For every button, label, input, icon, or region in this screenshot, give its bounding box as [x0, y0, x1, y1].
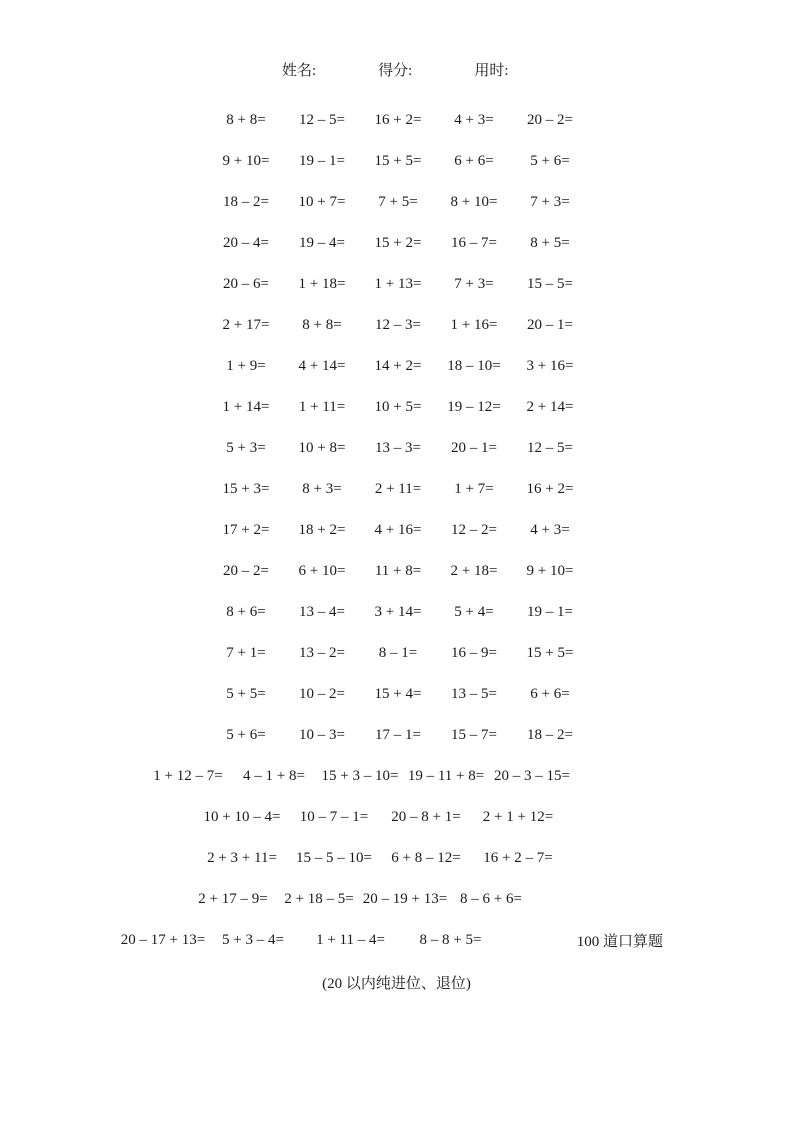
- problem-row: [208, 223, 793, 264]
- problem: 15 – 5=: [527, 276, 573, 292]
- problem: 10 + 7=: [298, 194, 346, 210]
- problem-row: [208, 715, 793, 756]
- problem: 7 + 1=: [226, 645, 266, 661]
- name-label: 姓名:: [282, 63, 317, 79]
- problem: 1 + 12 – 7=: [153, 768, 223, 784]
- problem: 8 + 3=: [302, 481, 342, 497]
- problem: 8 + 10=: [450, 194, 498, 210]
- problem: 8 + 8=: [302, 317, 342, 333]
- problem: 10 – 3=: [299, 727, 345, 743]
- problem: 19 – 12=: [447, 399, 501, 415]
- problem: 10 + 5=: [374, 399, 422, 415]
- problem: 2 + 11=: [374, 481, 422, 497]
- problem: 15 + 4=: [374, 686, 422, 702]
- time-label: 用时:: [474, 63, 509, 79]
- problem-row: [208, 592, 793, 633]
- problem: 17 + 2=: [222, 522, 270, 538]
- problem-row: [208, 264, 793, 305]
- problem: 12 – 3=: [375, 317, 421, 333]
- problem: 20 – 8 + 1=: [391, 809, 461, 825]
- problem: 19 – 11 + 8=: [407, 768, 485, 784]
- problem: 9 + 10=: [526, 563, 574, 579]
- problem: 18 + 2=: [298, 522, 346, 538]
- problem: 19 – 1=: [527, 604, 573, 620]
- problem: 6 + 10=: [298, 563, 346, 579]
- problem: 20 – 2=: [527, 112, 573, 128]
- problem: 6 + 6=: [454, 153, 494, 169]
- problem-row: [118, 920, 663, 961]
- problem: 7 + 3=: [530, 194, 570, 210]
- problem: 1 + 9=: [226, 358, 266, 374]
- problem: 3 + 16=: [526, 358, 574, 374]
- problem: 19 – 1=: [299, 153, 345, 169]
- problem: 8 – 6 + 6=: [460, 891, 522, 907]
- problem-row: [208, 346, 793, 387]
- problem: 2 + 1 + 12=: [482, 809, 554, 825]
- problem: 2 + 14=: [526, 399, 574, 415]
- problem: 4 – 1 + 8=: [243, 768, 305, 784]
- problem: 1 + 11 – 4=: [316, 932, 385, 948]
- total-count-label: 100 道口算题: [576, 934, 663, 950]
- problem: 4 + 3=: [530, 522, 570, 538]
- problem: 5 + 5=: [226, 686, 266, 702]
- problem: 6 + 8 – 12=: [391, 850, 461, 866]
- problem: 4 + 16=: [374, 522, 422, 538]
- problem: 18 – 2=: [223, 194, 269, 210]
- problem: 2 + 17 – 9=: [198, 891, 268, 907]
- problem: 2 + 17=: [222, 317, 270, 333]
- problem: 15 + 5=: [526, 645, 574, 661]
- problem-row: [196, 797, 793, 838]
- problem: 11 + 8=: [374, 563, 422, 579]
- problem: 10 + 8=: [298, 440, 346, 456]
- problem: 4 + 14=: [298, 358, 346, 374]
- problem: 16 + 2=: [526, 481, 574, 497]
- problem: 5 + 4=: [454, 604, 494, 620]
- problem-row: [145, 756, 793, 797]
- problem: 20 – 2=: [223, 563, 269, 579]
- problem-row: [208, 551, 793, 592]
- problem: 16 + 2=: [374, 112, 422, 128]
- problem-row: [208, 305, 793, 346]
- problem-row: [208, 100, 793, 141]
- problem: 13 – 3=: [375, 440, 421, 456]
- problem: 3 + 14=: [374, 604, 422, 620]
- problem-row: [208, 633, 793, 674]
- problem: 13 – 5=: [451, 686, 497, 702]
- problem: 17 – 1=: [375, 727, 421, 743]
- problem-rows: [0, 100, 793, 961]
- problem: 13 – 2=: [299, 645, 345, 661]
- problem: 1 + 13=: [374, 276, 422, 292]
- problem-row: [208, 674, 793, 715]
- problem: 18 – 10=: [447, 358, 501, 374]
- problem-row: [208, 387, 793, 428]
- problem: 1 + 16=: [450, 317, 498, 333]
- problem-row: [208, 510, 793, 551]
- problem: 20 – 3 – 15=: [494, 768, 570, 784]
- problem-row: [208, 469, 793, 510]
- problem: 8 – 8 + 5=: [419, 932, 482, 948]
- problem: 15 – 7=: [451, 727, 497, 743]
- problem-row: [208, 428, 793, 469]
- problem: 1 + 11=: [298, 399, 346, 415]
- problem: 15 + 5=: [374, 153, 422, 169]
- problem: 10 – 2=: [299, 686, 345, 702]
- problem: 6 + 6=: [530, 686, 570, 702]
- problem: 14 + 2=: [374, 358, 422, 374]
- problem: 1 + 7=: [454, 481, 494, 497]
- problem: 18 – 2=: [527, 727, 573, 743]
- problem: 8 + 8=: [226, 112, 266, 128]
- problem: 8 + 5=: [530, 235, 570, 251]
- score-label: 得分:: [378, 63, 413, 79]
- problem: 12 – 5=: [527, 440, 573, 456]
- problem: 20 – 1=: [527, 317, 573, 333]
- problem: 15 + 2=: [374, 235, 422, 251]
- problem: 2 + 3 + 11=: [207, 850, 277, 866]
- problem: 8 – 1=: [378, 645, 418, 661]
- problem: 5 + 6=: [226, 727, 266, 743]
- problem: 5 + 3=: [226, 440, 266, 456]
- problem: 20 – 1=: [451, 440, 497, 456]
- problem: 1 + 14=: [222, 399, 270, 415]
- problem: 2 + 18 – 5=: [284, 891, 354, 907]
- problem: 20 – 6=: [223, 276, 269, 292]
- problem: 8 + 6=: [226, 604, 266, 620]
- problem: 10 – 7 – 1=: [299, 809, 369, 825]
- problem-row: [196, 838, 793, 879]
- problem: 9 + 10=: [222, 153, 270, 169]
- problem: 10 + 10 – 4=: [203, 809, 281, 825]
- problem: 16 – 7=: [451, 235, 497, 251]
- problem: 1 + 18=: [298, 276, 346, 292]
- problem: 12 – 5=: [299, 112, 345, 128]
- problem: 15 – 5 – 10=: [296, 850, 372, 866]
- problem: 20 – 4=: [223, 235, 269, 251]
- problem: 16 – 9=: [451, 645, 497, 661]
- footer-note: (20 以内纯进位、退位): [322, 976, 471, 992]
- problem: 12 – 2=: [451, 522, 497, 538]
- problem: 5 + 6=: [530, 153, 570, 169]
- problem: 13 – 4=: [299, 604, 345, 620]
- problem: 16 + 2 – 7=: [483, 850, 553, 866]
- problem: 4 + 3=: [454, 112, 494, 128]
- problem: 7 + 5=: [378, 194, 418, 210]
- problem: 7 + 3=: [454, 276, 494, 292]
- problem: 19 – 4=: [299, 235, 345, 251]
- worksheet-header: [0, 62, 793, 80]
- problem-row: [208, 141, 793, 182]
- problem-row: [190, 879, 793, 920]
- problem: 20 – 17 + 13=: [120, 932, 206, 948]
- problem-row: [208, 182, 793, 223]
- problem: 20 – 19 + 13=: [362, 891, 448, 907]
- problem: 15 + 3=: [222, 481, 270, 497]
- problem: 15 + 3 – 10=: [321, 768, 399, 784]
- problem: 5 + 3 – 4=: [222, 932, 284, 948]
- problem: 2 + 18=: [450, 563, 498, 579]
